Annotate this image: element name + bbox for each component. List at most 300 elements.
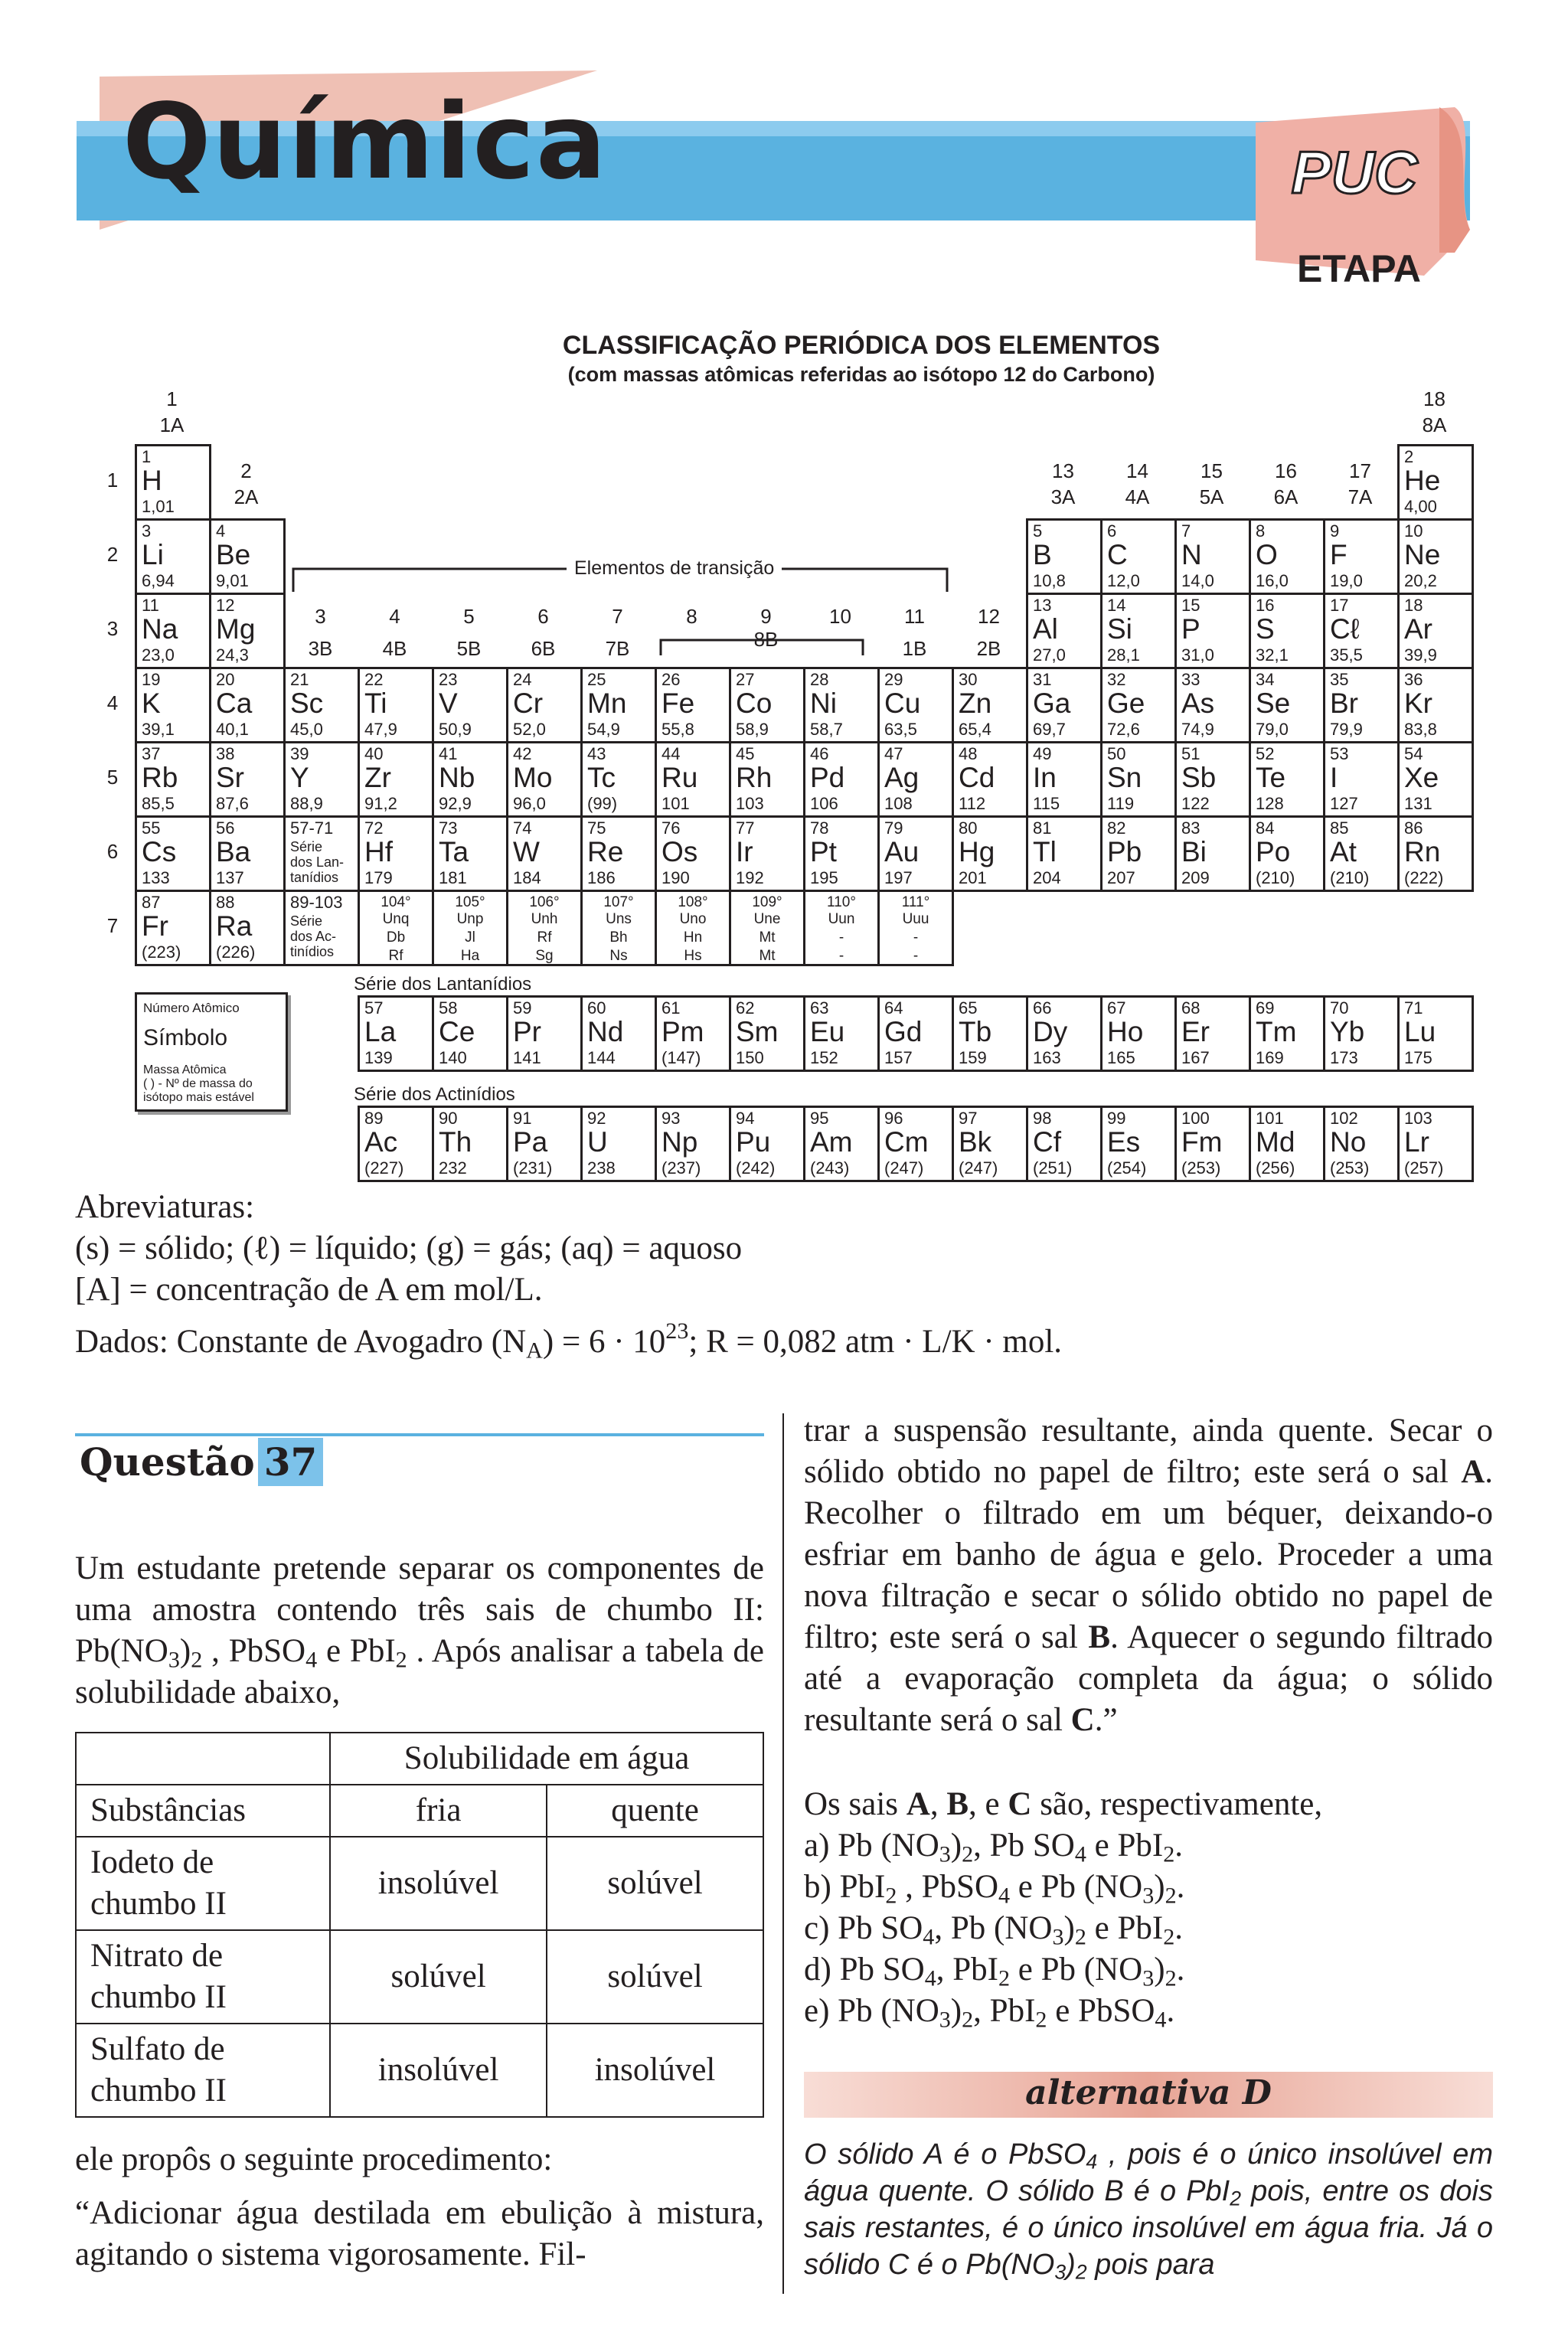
atomic-mass: 40,1	[216, 720, 249, 739]
legend-mass-3: isótopo mais estável	[143, 1091, 254, 1104]
element-symbol: Nd	[587, 1016, 624, 1047]
atomic-number: 56	[216, 818, 235, 838]
atomic-number: 52	[1256, 744, 1275, 763]
atomic-mass: 106	[810, 794, 838, 813]
element-symbol: Na	[142, 613, 178, 645]
atomic-mass: 122	[1181, 794, 1210, 813]
element-Cr	[506, 667, 583, 743]
atomic-number: 50	[1107, 744, 1126, 763]
group-label: 3A	[1050, 485, 1076, 508]
element-Mg	[209, 593, 286, 669]
element-Rh	[729, 741, 805, 818]
element-La	[358, 995, 434, 1072]
atomic-number: 69	[1256, 998, 1275, 1018]
element-Tc	[580, 741, 657, 818]
element-H	[135, 444, 211, 521]
group-number: 2	[240, 459, 252, 482]
atomic-mass: (251)	[1033, 1158, 1073, 1178]
element-110°	[803, 890, 880, 966]
element-Pr	[506, 995, 583, 1072]
atomic-number: 111°	[901, 894, 930, 910]
group-number: 12	[978, 605, 1000, 628]
atomic-number: 68	[1181, 998, 1200, 1018]
atomic-number: 33	[1181, 670, 1200, 689]
series-text	[290, 839, 344, 885]
atomic-number: 60	[587, 998, 606, 1018]
period-number: 4	[106, 691, 119, 714]
atomic-number: 11	[142, 596, 159, 615]
atomic-mass: 92,9	[439, 794, 472, 813]
atomic-mass: 141	[513, 1048, 541, 1067]
atomic-mass: (253)	[1181, 1158, 1221, 1178]
element-In	[1026, 741, 1102, 818]
atomic-mass: 101	[662, 794, 690, 813]
atomic-number: 83	[1181, 818, 1200, 838]
after-table-text: ele propôs o seguinte procedimento:	[75, 2141, 553, 2177]
element-Ag	[877, 741, 954, 818]
atomic-number: 27	[736, 670, 755, 689]
symbol-alt-1: Jl	[465, 929, 475, 946]
element-Al	[1026, 593, 1102, 669]
element-Lr	[1397, 1106, 1474, 1182]
atomic-number: 5	[1033, 521, 1043, 541]
symbol-alt-1: -	[913, 929, 919, 946]
element-symbol: Co	[736, 688, 773, 719]
element-Pm	[655, 995, 731, 1072]
atomic-number: 80	[959, 818, 978, 838]
element-symbol: P	[1181, 613, 1200, 645]
element-symbol: Rb	[142, 762, 178, 793]
atomic-mass: 20,2	[1404, 571, 1437, 590]
element-symbol: Sn	[1107, 762, 1142, 793]
question-rule	[75, 1433, 764, 1436]
atomic-number: 19	[142, 670, 161, 689]
atomic-mass: 175	[1404, 1048, 1432, 1067]
element-symbol: Gd	[884, 1016, 923, 1047]
group-label: 8A	[1422, 413, 1447, 436]
atomic-number: 31	[1033, 670, 1052, 689]
series-text-line: tanídios	[290, 870, 339, 885]
element-Sb	[1174, 741, 1251, 818]
element-Am	[803, 1106, 880, 1182]
atomic-mass: 39,1	[142, 720, 175, 739]
element-symbol: Cd	[959, 762, 995, 793]
atomic-number: 18	[1404, 596, 1423, 615]
atomic-number: 53	[1330, 744, 1349, 763]
iupac-name: Uno	[679, 911, 707, 927]
element-symbol: No	[1330, 1126, 1367, 1158]
element-Pb	[1100, 815, 1177, 892]
element-Ta	[432, 815, 508, 892]
element-N	[1174, 518, 1251, 595]
atomic-mass: 6,94	[142, 571, 175, 590]
atomic-mass: 195	[810, 868, 838, 887]
symbol-alt-2: Mt	[759, 948, 776, 964]
solubility-header: Solubilidade em água	[330, 1733, 763, 1785]
group-label: 3B	[308, 637, 333, 660]
element-symbol: Cm	[884, 1126, 929, 1158]
atomic-number: 55	[142, 818, 161, 838]
element-Li	[135, 518, 211, 595]
element-symbol: Au	[884, 836, 920, 867]
element-symbol: Fe	[662, 688, 695, 719]
atomic-mass: 47,9	[364, 720, 397, 739]
atomic-mass: 190	[662, 868, 690, 887]
atomic-number: 108°	[678, 894, 708, 910]
element-Pu	[729, 1106, 805, 1182]
element-Ho	[1100, 995, 1177, 1072]
element-symbol: Tm	[1256, 1016, 1297, 1047]
atomic-mass: 65,4	[959, 720, 991, 739]
atomic-number: 93	[662, 1109, 681, 1128]
atomic-number: 78	[810, 818, 829, 838]
element-Th	[432, 1106, 508, 1182]
abbreviations-heading: Abreviaturas:	[75, 1189, 255, 1225]
element-Zr	[358, 741, 434, 818]
element-symbol: B	[1033, 539, 1052, 570]
atomic-number: 87	[142, 893, 161, 912]
option-a[interactable]: a) Pb $(NO_3)_2$, Pb $SO_4$ e PbI$_2$.	[804, 1828, 1183, 1867]
atomic-number: 97	[959, 1109, 978, 1128]
atomic-number: 79	[884, 818, 903, 838]
atomic-mass: 179	[364, 868, 393, 887]
element-symbol: O	[1256, 539, 1278, 570]
element-symbol: Y	[290, 762, 309, 793]
atomic-number: 13	[1033, 596, 1052, 615]
element-Bk	[952, 1106, 1028, 1182]
atomic-mass: 39,9	[1404, 645, 1437, 665]
element-symbol: Hf	[364, 836, 393, 867]
procedure-quote-start: “Adicionar água destilada em ebulição à mistura, agitando o sistema vigorosamente. Fil-	[75, 2195, 764, 2272]
atomic-mass: 201	[959, 868, 987, 887]
atomic-number: 30	[959, 670, 978, 689]
option-b[interactable]: b) PbI$_2$ , PbSO$_4$ e Pb $(NO_3)_2$.	[804, 1869, 1185, 1909]
atomic-number: 64	[884, 998, 903, 1018]
element-Zn	[952, 667, 1028, 743]
option-e[interactable]: e) Pb $(NO_3)_2$, PbI$_2$ e PbSO$_4$.	[804, 1993, 1175, 2033]
atomic-mass: 69,7	[1033, 720, 1066, 739]
symbol-alt-1: -	[838, 929, 844, 946]
element-symbol: Te	[1256, 762, 1286, 793]
atomic-mass: 184	[513, 868, 541, 887]
atomic-number: 36	[1404, 670, 1423, 689]
symbol-alt-1: Bh	[609, 929, 628, 946]
col-cold: fria	[330, 1785, 547, 1837]
solubility-table	[75, 1732, 764, 2118]
element-symbol: He	[1404, 465, 1441, 496]
element-Hg	[952, 815, 1028, 892]
atomic-number: 99	[1107, 1109, 1126, 1128]
atomic-mass: (210)	[1330, 868, 1370, 887]
option-c[interactable]: c) Pb $SO_4$, Pb $(NO_3)_2$ e PbI$_2$.	[804, 1910, 1183, 1950]
element-Ce	[432, 995, 508, 1072]
atomic-number: 24	[513, 670, 532, 689]
atomic-number: 29	[884, 670, 903, 689]
group-number: 4	[389, 605, 400, 628]
atomic-mass: 24,3	[216, 645, 249, 665]
atomic-mass: (231)	[513, 1158, 553, 1178]
atomic-mass: 74,9	[1181, 720, 1214, 739]
atomic-mass: 72,6	[1107, 720, 1140, 739]
atomic-number: 86	[1404, 818, 1423, 838]
element-Ti	[358, 667, 434, 743]
symbol-alt-1: Db	[386, 929, 406, 946]
period-number: 5	[106, 766, 119, 789]
element-symbol: Am	[810, 1126, 853, 1158]
atomic-mass: 112	[959, 794, 986, 813]
element-symbol: Th	[439, 1126, 472, 1158]
col-substance: Substâncias	[76, 1785, 330, 1837]
abbreviations-line-1: (s) = sólido; (ℓ) = líquido; (g) = gás; (aq) = aquoso	[75, 1230, 743, 1266]
group-number: 8	[686, 605, 697, 628]
series-text-line: tinídios	[290, 944, 335, 959]
element-symbol: Si	[1107, 613, 1132, 645]
element-Ir	[729, 815, 805, 892]
exam-badge: PUC	[1291, 139, 1418, 206]
atomic-number: 61	[662, 998, 681, 1018]
element-Ac	[358, 1106, 434, 1182]
element-symbol: Al	[1033, 613, 1058, 645]
element-V	[432, 667, 508, 743]
element-Yb	[1323, 995, 1400, 1072]
element-symbol: Ce	[439, 1016, 475, 1047]
atomic-mass: (256)	[1256, 1158, 1295, 1178]
atomic-mass: 91,2	[364, 794, 397, 813]
group-number: 6	[537, 605, 549, 628]
atomic-mass: 115	[1033, 794, 1060, 813]
atomic-number: 35	[1330, 670, 1349, 689]
page-title: Química	[122, 82, 608, 203]
element-Se	[1249, 667, 1325, 743]
element-Os	[655, 815, 731, 892]
element-Po	[1249, 815, 1325, 892]
atomic-number: 45	[736, 744, 755, 763]
atomic-mass: 192	[736, 868, 764, 887]
element-symbol: Cℓ	[1330, 613, 1360, 645]
atomic-number: 109°	[752, 894, 782, 910]
element-Pt	[803, 815, 880, 892]
element-symbol: Tl	[1033, 836, 1057, 867]
atomic-mass: 150	[736, 1048, 764, 1067]
iupac-name: Uuu	[902, 911, 929, 927]
atomic-mass: (222)	[1404, 868, 1444, 887]
series-text	[290, 913, 336, 959]
element-symbol: Nb	[439, 762, 475, 793]
symbol-alt-1: Mt	[759, 929, 776, 946]
atomic-number: 23	[439, 670, 458, 689]
element-symbol: Pu	[736, 1126, 771, 1158]
atomic-number: 20	[216, 670, 235, 689]
legend-symbol: Símbolo	[143, 1025, 228, 1050]
element-symbol: Md	[1256, 1126, 1295, 1158]
atomic-number: 17	[1330, 596, 1349, 615]
procedure-quote-cont: trar a suspensão resultante, ainda quente. Secar o sólido obtido no papel de filtro; este será o sal A. Recolher o filtrado em um béquer, deixando-o esfriar em banho de água e gelo. Proceder a uma nova filtração e secar o sólido obtido no papel de filtro; este será o sal B. Aquecer o segundo filtrado até a evaporação completa da água; o sólido resultante será o sal C.”	[804, 1413, 1493, 1738]
element-Ba	[209, 815, 286, 892]
element-Na	[135, 593, 211, 669]
atomic-number: 94	[736, 1109, 755, 1128]
series-range: 89-103	[290, 893, 343, 912]
atomic-mass: 28,1	[1107, 645, 1140, 665]
series-text-line: dos Lan-	[290, 854, 345, 870]
element-symbol: Pt	[810, 836, 837, 867]
atomic-number: 103	[1404, 1109, 1432, 1128]
atomic-mass: 9,01	[216, 571, 249, 590]
group-number: 11	[904, 605, 925, 628]
element-symbol: Li	[142, 539, 164, 570]
group-number: 7	[612, 605, 623, 628]
element-106°	[506, 890, 583, 966]
atomic-mass: 58,9	[736, 720, 769, 739]
atomic-number: 65	[959, 998, 978, 1018]
element-symbol: Ga	[1033, 688, 1071, 719]
element-U	[580, 1106, 657, 1182]
element-P	[1174, 593, 1251, 669]
atomic-number: 38	[216, 744, 235, 763]
element-Tl	[1026, 815, 1102, 892]
element-Gd	[877, 995, 954, 1072]
atomic-number: 28	[810, 670, 829, 689]
element-symbol: Tc	[587, 762, 616, 793]
atomic-number: 40	[364, 744, 384, 763]
element-symbol: Pb	[1107, 836, 1142, 867]
group-label: 4B	[382, 637, 407, 660]
atomic-mass: (247)	[884, 1158, 924, 1178]
element-symbol: K	[142, 688, 161, 719]
atomic-mass: 137	[216, 868, 244, 887]
atomic-number: 92	[587, 1109, 606, 1128]
atomic-number: 26	[662, 670, 681, 689]
element-Ga	[1026, 667, 1102, 743]
atomic-mass: 159	[959, 1048, 987, 1067]
legend-atomic-number: Número Atômico	[143, 1001, 240, 1015]
option-d[interactable]: d) Pb $SO_4$, PbI$_2$ e Pb $(NO_3)_2$.	[804, 1952, 1185, 1991]
group-label: 7B	[605, 637, 630, 660]
atomic-mass: 32,1	[1256, 645, 1289, 665]
element-symbol: Sr	[216, 762, 244, 793]
element-107°	[580, 890, 657, 966]
group-label: 5B	[456, 637, 482, 660]
symbol-alt-1: Rf	[537, 929, 552, 946]
group-label: 1B	[902, 637, 927, 660]
element-F	[1323, 518, 1400, 595]
atomic-number: 95	[810, 1109, 829, 1128]
atomic-mass: (253)	[1330, 1158, 1370, 1178]
element-symbol: Ta	[439, 836, 469, 867]
element-symbol: Ir	[736, 836, 753, 867]
atomic-number: 47	[884, 744, 903, 763]
element-symbol: Br	[1330, 688, 1358, 719]
atomic-number: 89	[364, 1109, 384, 1128]
element-symbol: Pd	[810, 762, 845, 793]
group-number: 10	[829, 605, 851, 628]
table-row: Sulfato de chumbo II insolúvel insolúvel	[76, 2024, 763, 2117]
atomic-number: 49	[1033, 744, 1052, 763]
element-symbol: Ag	[884, 762, 920, 793]
element-104°	[358, 890, 434, 966]
element-Ge	[1100, 667, 1177, 743]
element-symbol: Ba	[216, 836, 251, 867]
group-label: 8B	[753, 628, 779, 651]
group-number: 16	[1275, 459, 1297, 482]
group-label: 5A	[1199, 485, 1224, 508]
atomic-mass: (99)	[587, 794, 618, 813]
atomic-number: 84	[1256, 818, 1275, 838]
element-S	[1249, 593, 1325, 669]
atomic-number: 70	[1330, 998, 1349, 1018]
series-text-line: Série	[290, 913, 323, 929]
group-label: 7A	[1348, 485, 1373, 508]
element-symbol: Zn	[959, 688, 992, 719]
series-text-line: dos Ac-	[290, 929, 337, 944]
group-number: 15	[1200, 459, 1223, 482]
atomic-mass: 165	[1107, 1048, 1135, 1067]
atomic-mass: 144	[587, 1048, 616, 1067]
element-symbol: Dy	[1033, 1016, 1068, 1047]
legend-mass-2: ( ) - Nº de massa do	[143, 1077, 253, 1090]
element-Co	[729, 667, 805, 743]
atomic-number: 96	[884, 1109, 903, 1128]
element-Rn	[1397, 815, 1474, 892]
atomic-mass: 1,01	[142, 497, 175, 516]
atomic-number: 59	[513, 998, 532, 1018]
symbol-alt-2: -	[913, 948, 919, 964]
periodic-table-title: CLASSIFICAÇÃO PERIÓDICA DOS ELEMENTOS	[562, 331, 1161, 360]
element-symbol: Ca	[216, 688, 253, 719]
atomic-number: 71	[1404, 998, 1423, 1018]
element-At	[1323, 815, 1400, 892]
atomic-mass: 152	[810, 1048, 838, 1067]
element-symbol: Ne	[1404, 539, 1441, 570]
period-number: 3	[106, 617, 119, 640]
atomic-number: 100	[1181, 1109, 1210, 1128]
answer-explanation: O sólido A é o PbSO$_4$ , pois é o único insolúvel em água quente. O sólido B é o PbI$_2$ pois, entre os dois sais restantes, é o único insolúvel em água fria. Já o sólido C é o $Pb(NO_3)_2$ pois para	[804, 2138, 1493, 2284]
element-symbol: Ni	[810, 688, 837, 719]
element-Ni	[803, 667, 880, 743]
element-Pd	[803, 741, 880, 818]
element-He	[1397, 444, 1474, 521]
element-symbol: N	[1181, 539, 1202, 570]
symbol-alt-2: Rf	[388, 948, 403, 964]
atomic-mass: (226)	[216, 942, 256, 962]
element-Sr	[209, 741, 286, 818]
series-range: 57-71	[290, 818, 334, 838]
period-number: 6	[106, 840, 119, 863]
element-symbol: Cr	[513, 688, 544, 719]
group-number: 14	[1126, 459, 1148, 482]
element-Rb	[135, 741, 211, 818]
element-symbol: Cu	[884, 688, 921, 719]
atomic-number: 54	[1404, 744, 1423, 763]
element-symbol: Zr	[364, 762, 391, 793]
atomic-number: 39	[290, 744, 309, 763]
atomic-number: 8	[1256, 521, 1266, 541]
element-Cℓ	[1323, 593, 1400, 669]
atomic-number: 3	[142, 521, 152, 541]
atomic-mass: 204	[1033, 868, 1061, 887]
element-symbol: Sc	[290, 688, 324, 719]
atomic-number: 74	[513, 818, 532, 838]
atomic-number: 106°	[529, 894, 560, 910]
atomic-number: 21	[290, 670, 309, 689]
group-label: 1A	[159, 413, 185, 436]
periodic-table-subtitle: (com massas atômicas referidas ao isótopo 12 do Carbono)	[567, 363, 1155, 386]
atomic-number: 37	[142, 744, 161, 763]
element-symbol: Ru	[662, 762, 698, 793]
table-row: Nitrato de chumbo II solúvel solúvel	[76, 1930, 763, 2024]
element-Hf	[358, 815, 434, 892]
element-Cd	[952, 741, 1028, 818]
atomic-mass: 83,8	[1404, 720, 1437, 739]
